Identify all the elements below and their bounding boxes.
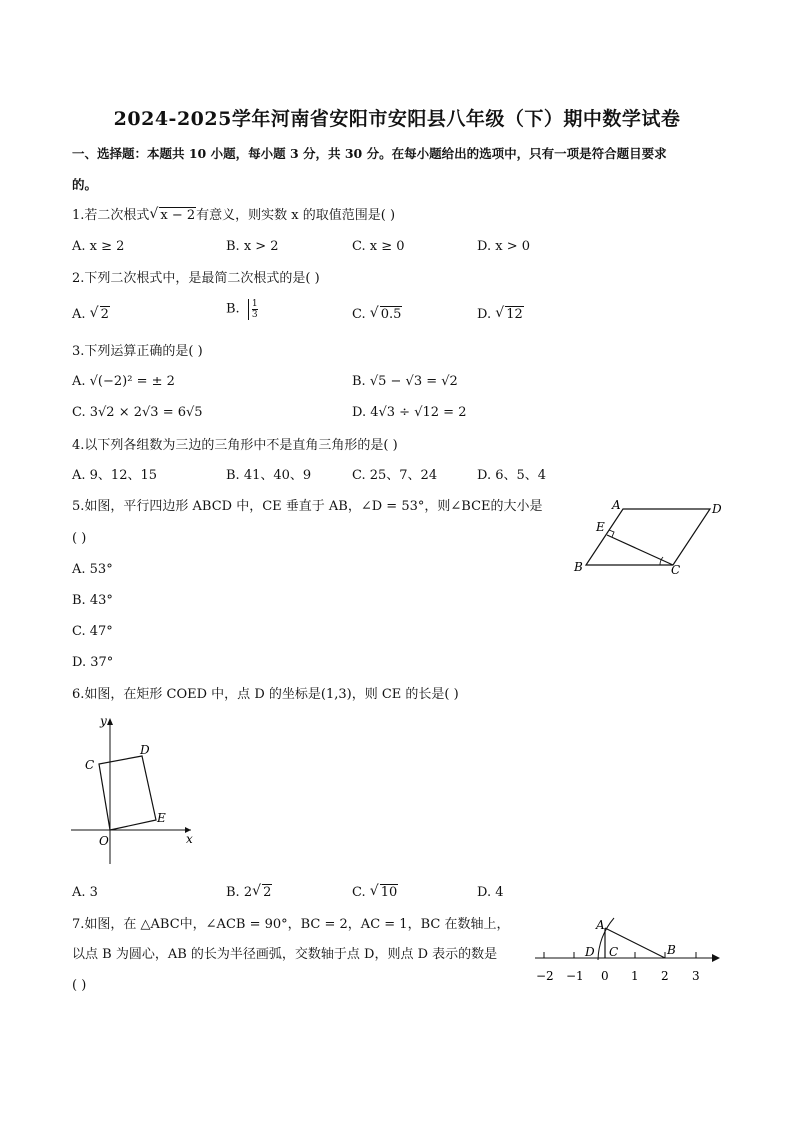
- q5-option-d: D. 37°: [72, 655, 114, 670]
- tick-label-neg1: −1: [566, 969, 584, 983]
- q1-radicand: x − 2: [160, 208, 196, 223]
- question-3-stem: 3.下列运算正确的是( ): [72, 344, 203, 359]
- parallelogram-abcd: [586, 509, 710, 565]
- q6-option-d: D. 4: [477, 885, 504, 900]
- number-line-arrow: [712, 954, 720, 962]
- label-a: A: [596, 918, 605, 932]
- q2-c-radicand: 0.5: [380, 307, 402, 322]
- label-e: E: [596, 520, 605, 534]
- q6-c-radicand: 10: [380, 885, 398, 900]
- q1-option-d: D. x > 0: [477, 239, 530, 254]
- q2-a-radical: [90, 306, 110, 324]
- page-title: 2024-2025学年河南省安阳市安阳县八年级（下）期中数学试卷: [113, 108, 681, 130]
- q6-b-radicand: 2: [263, 885, 272, 900]
- q6-c-prefix: C.: [352, 885, 366, 900]
- label-b: B: [574, 560, 583, 574]
- segment-ce: [607, 535, 673, 565]
- tick-label-2: 2: [661, 969, 669, 983]
- q2-d-prefix: D.: [477, 307, 492, 322]
- q6-rectangle-figure: [66, 712, 206, 872]
- q3-option-c: C. 3√2 × 2√3 = 6√5: [72, 405, 203, 420]
- label-c: C: [85, 758, 95, 772]
- q2-d-radicand: 12: [506, 307, 523, 322]
- q3-option-b: B. √5 − √3 = √2: [352, 374, 458, 389]
- q2-option-a: [72, 306, 110, 324]
- q4-option-a: A. 9、12、15: [72, 468, 158, 483]
- q5-parallelogram-figure: [560, 495, 740, 580]
- q1-option-b: B. x > 2: [226, 239, 279, 254]
- y-axis-arrow: [107, 718, 113, 725]
- q7-number-line-figure: [530, 912, 730, 987]
- section-heading-line2: 的。: [72, 177, 98, 192]
- question-2-stem: 2.下列二次根式中，是最简二次根式的是( ): [72, 271, 320, 286]
- q3-option-d: D. 4√3 ÷ √12 = 2: [352, 405, 467, 420]
- q2-b-fraction: [248, 299, 258, 320]
- q1-stem-pre: 1.若二次根式: [72, 208, 150, 223]
- q6-b-radical: [252, 884, 272, 902]
- label-o: O: [99, 834, 109, 848]
- section-heading-line1: 一、选择题：本题共 10 小题，每小题 3 分，共 30 分。在每小题给出的选项中，只有一项是符合题目要求: [72, 146, 667, 161]
- question-4-stem: 4.以下列各组数为三边的三角形中不是直角三角形的是( ): [72, 438, 398, 453]
- q6-option-c: [352, 884, 398, 902]
- label-d: D: [585, 945, 595, 959]
- question-1-stem: [72, 207, 395, 225]
- q2-b-numerator: 1: [251, 299, 258, 309]
- q2-d-radical: [495, 306, 524, 324]
- q4-option-c: C. 25、7、24: [352, 468, 438, 483]
- label-c: C: [609, 945, 619, 959]
- q2-c-radical: [370, 306, 403, 324]
- question-7-line2: 以点 B 为圆心，AB 的长为半径画弧，交数轴于点 D，则点 D 表示的数是: [72, 947, 498, 962]
- q7-answer-paren: ( ): [72, 978, 87, 993]
- q1-stem-post: 有意义，则实数 x 的取值范围是( ): [196, 208, 396, 223]
- tick-label-0: 0: [601, 969, 609, 983]
- q1-option-c: C. x ≥ 0: [352, 239, 405, 254]
- q2-b-prefix: B.: [226, 301, 240, 317]
- q2-option-c: [352, 306, 402, 324]
- q5-option-c: C. 47°: [72, 624, 113, 639]
- q2-a-radicand: 2: [100, 307, 109, 322]
- q2-a-prefix: A.: [72, 307, 86, 322]
- q1-option-a: A. x ≥ 2: [72, 239, 125, 254]
- label-d: D: [140, 743, 150, 757]
- question-5-stem: 5.如图，平行四边形 ABCD 中，CE 垂直于 AB，∠D = 53°，则∠BCE的大小是: [72, 499, 543, 514]
- tick-label-1: 1: [631, 969, 639, 983]
- q2-b-denominator: 3: [251, 310, 258, 320]
- label-c: C: [671, 563, 681, 577]
- q5-option-b: B. 43°: [72, 593, 113, 608]
- label-d: D: [712, 502, 722, 516]
- q4-option-b: B. 41、40、9: [226, 468, 312, 483]
- q2-option-b: [226, 299, 258, 320]
- q4-option-d: D. 6、5、4: [477, 468, 547, 483]
- q6-c-radical: [370, 884, 399, 902]
- q5-option-a: A. 53°: [72, 562, 113, 577]
- rectangle-coed: [99, 756, 156, 830]
- q2-option-d: [477, 306, 524, 324]
- label-b: B: [667, 943, 676, 957]
- label-y: y: [100, 714, 107, 728]
- q1-radical: [149, 207, 196, 225]
- q6-b-prefix: B. 2: [226, 885, 253, 900]
- tick-label-3: 3: [692, 969, 700, 983]
- q6-option-b: [226, 884, 272, 902]
- q6-option-a: A. 3: [72, 885, 98, 900]
- label-e: E: [157, 811, 166, 825]
- label-x: x: [186, 832, 193, 846]
- question-6-stem: 6.如图，在矩形 COED 中，点 D 的坐标是(1,3)，则 CE 的长是( ): [72, 687, 459, 702]
- q5-answer-paren: ( ): [72, 531, 87, 546]
- label-a: A: [612, 498, 621, 512]
- angle-arc-c: [660, 557, 663, 565]
- tick-label-neg2: −2: [536, 969, 554, 983]
- question-7-line1: 7.如图，在 △ABC中，∠ACB = 90°，BC = 2，AC = 1，BC 在数轴上，: [72, 917, 510, 932]
- q2-c-prefix: C.: [352, 307, 366, 322]
- q3-option-a: A. √(−2)² = ± 2: [72, 374, 175, 389]
